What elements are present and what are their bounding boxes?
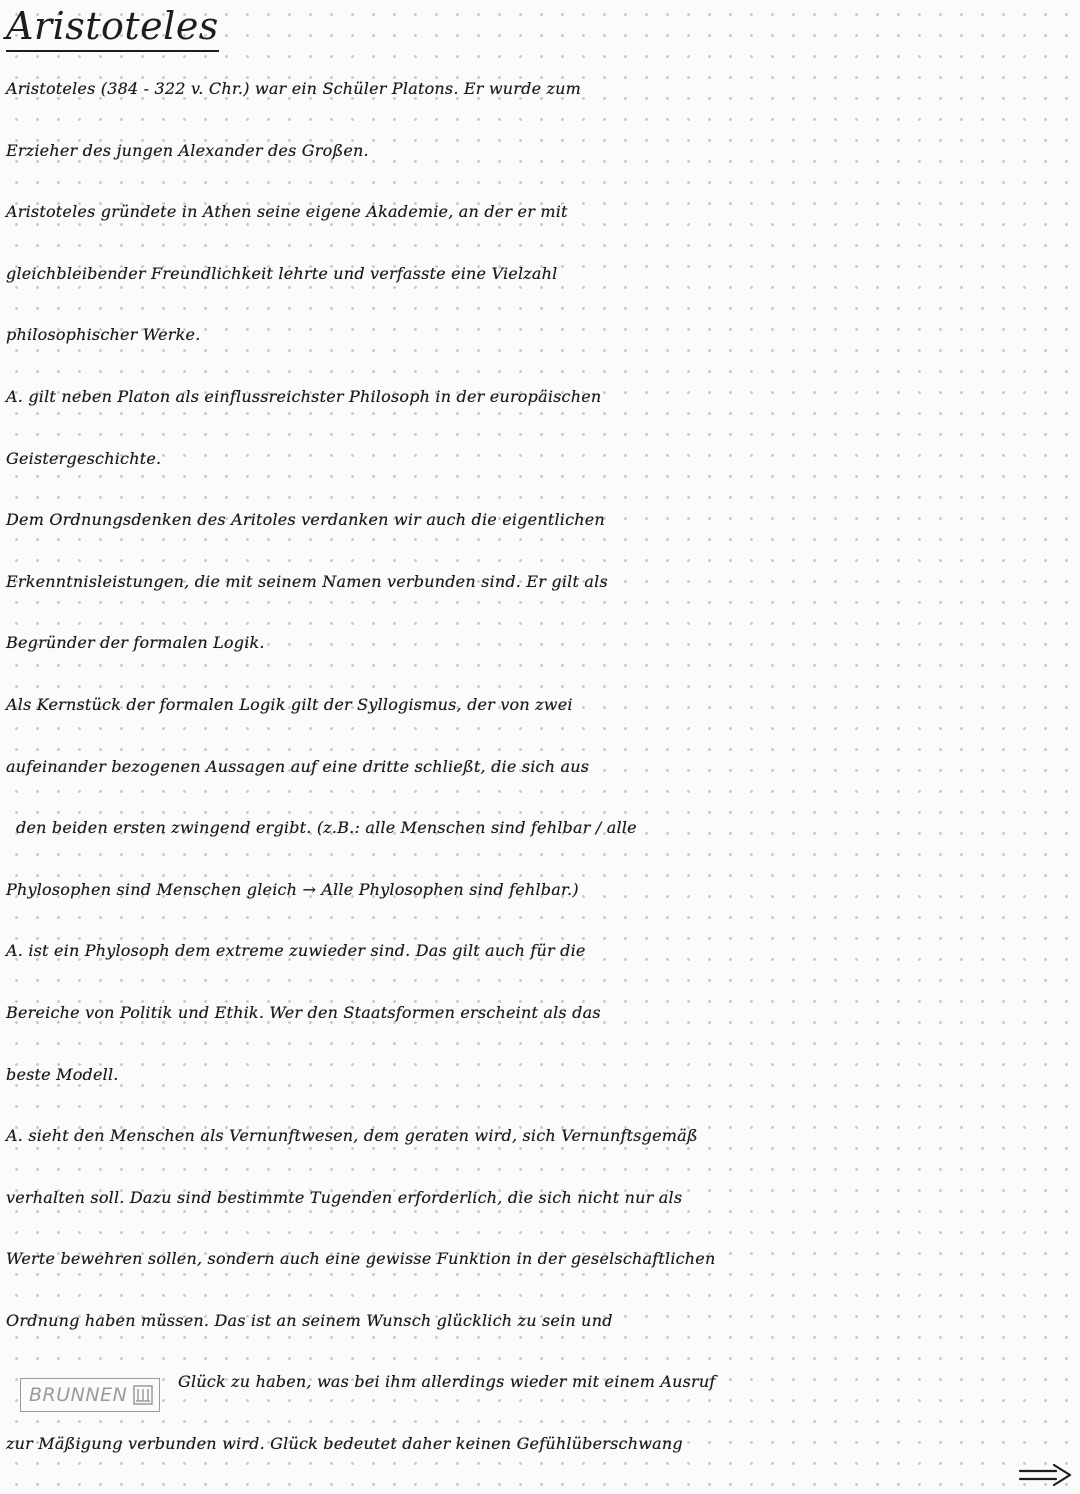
note-line: Begründer der formalen Logik.: [6, 633, 265, 653]
note-line: aufeinander bezogenen Aussagen auf eine dritte schließt, die sich aus: [6, 756, 590, 776]
note-line: Erkenntnisleistungen, die mit seinem Namen verbunden sind. Er gilt als: [6, 571, 608, 591]
note-line: A. gilt neben Platon als einflussreichster Philosoph in der europäischen: [6, 386, 602, 406]
note-line: Aristoteles gründete in Athen seine eigene Akademie, an der er mit: [6, 202, 568, 222]
note-line: den beiden ersten zwingend ergibt. (z.B.: alle Menschen sind fehlbar / alle: [16, 818, 637, 838]
note-line: Bereiche von Politik und Ethik. Wer den Staatsformen erscheint als das: [6, 1002, 601, 1022]
note-line: Aristoteles (384 - 322 v. Chr.) war ein Schüler Platons. Er wurde zum: [6, 79, 582, 98]
arrow-right-icon: [1018, 1462, 1074, 1488]
note-line: verhalten soll. Dazu sind bestimmte Tugenden erforderlich, die sich nicht nur als: [6, 1187, 683, 1207]
brand-text: BRUNNEN: [29, 1384, 128, 1406]
note-line: A. sieht den Menschen als Vernunftwesen, dem geraten wird, sich Vernunftsgemäß: [6, 1126, 698, 1146]
note-line: Geistergeschichte.: [6, 448, 162, 468]
note-line: Dem Ordnungsdenken des Aritoles verdanken wir auch die eigentlichen: [6, 510, 605, 530]
note-lines: [0, 58, 1080, 1475]
note-line: Phylosophen sind Menschen gleich → Alle Phylosophen sind fehlbar.): [6, 879, 579, 899]
brunnen-logo-icon: [133, 1385, 153, 1405]
page-title: Aristoteles: [6, 4, 219, 52]
note-line: philosophischer Werke.: [6, 325, 201, 345]
note-line: A. ist ein Phylosoph dem extreme zuwieder sind. Das gilt auch für die: [6, 941, 586, 961]
note-line: Werte bewehren sollen, sondern auch eine gewisse Funktion in der geselschaftlichen: [6, 1249, 716, 1269]
note-line: Erzieher des jungen Alexander des Großen.: [6, 140, 369, 160]
note-line: beste Modell.: [6, 1064, 119, 1084]
note-line: Ordnung haben müssen. Das ist an seinem Wunsch glücklich zu sein und: [6, 1310, 613, 1330]
note-line: zur Mäßigung verbunden wird. Glück bedeutet daher keinen Gefühlüberschwang: [6, 1434, 683, 1454]
note-line: Glück zu haben, was bei ihm allerdings wieder mit einem Ausruf: [178, 1372, 716, 1392]
note-line: gleichbleibender Freundlichkeit lehrte und verfasste eine Vielzahl: [6, 263, 558, 283]
brand-label: [20, 1378, 160, 1412]
note-line: Als Kernstück der formalen Logik gilt der Syllogismus, der von zwei: [6, 694, 573, 714]
